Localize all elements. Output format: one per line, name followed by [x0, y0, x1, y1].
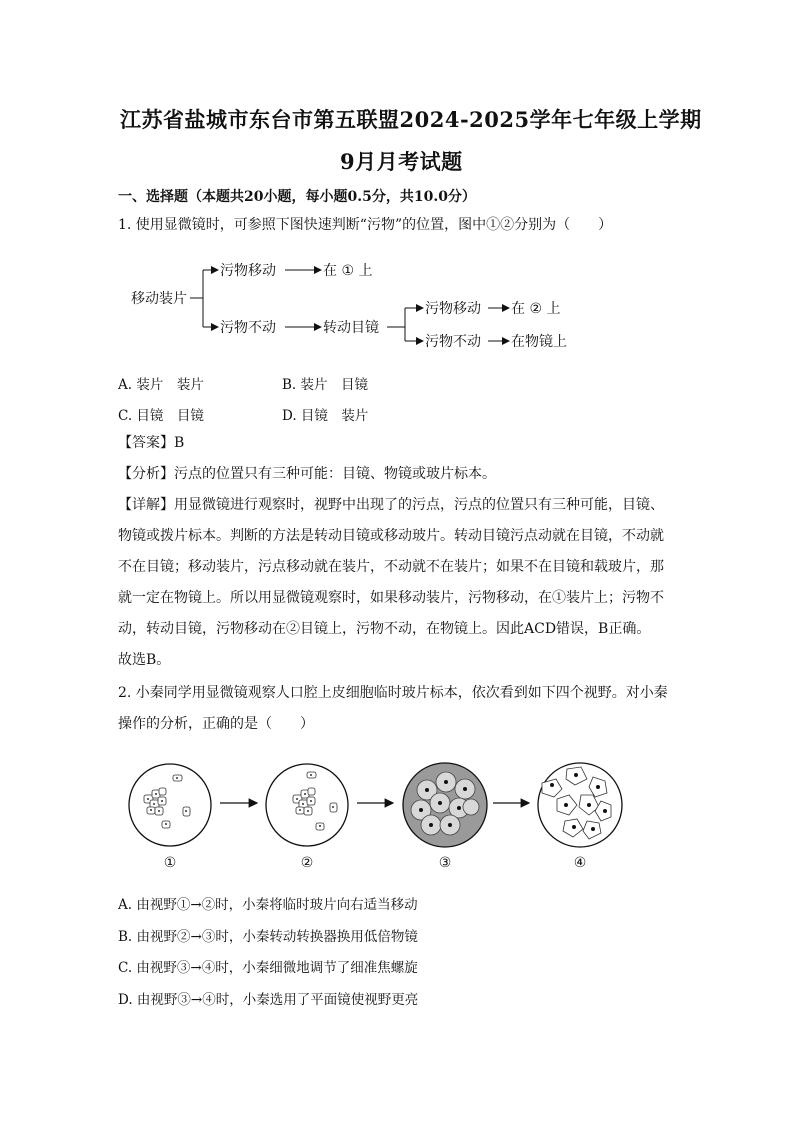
- flow-diagram: [125, 255, 585, 355]
- q1-detail-line-6: 故选B。: [118, 652, 171, 668]
- field-3: [403, 763, 487, 847]
- field-1: [129, 764, 211, 846]
- analysis-tag: 【分析】: [118, 466, 174, 482]
- field-2: [266, 764, 348, 846]
- q2-option-a: A. 由视野①→②时，小秦将临时玻片向右适当移动: [118, 897, 418, 913]
- node-dirt-moves: 污物移动: [220, 263, 276, 279]
- node-move-slide: 移动装片: [131, 291, 187, 307]
- page-title: 江苏省盐城市东台市第五联盟2024-2025学年七年级上学期: [120, 107, 702, 132]
- node-dirt-moves-2: 污物移动: [425, 301, 481, 317]
- q1-analysis: [118, 459, 678, 490]
- q1-option-c: C. 目镜 目镜: [118, 408, 204, 424]
- detail-text-1: 用显微镜进行观察时，视野中出现了的污点，污点的位置只有三种可能，目镜、: [174, 497, 664, 513]
- field-label-3: ③: [438, 855, 452, 871]
- page-title-line2: 9月月考试题: [340, 149, 463, 174]
- field-label-4: ④: [573, 855, 587, 871]
- node-result-3: 在物镜上: [511, 334, 567, 350]
- field-label-2: ②: [300, 855, 314, 871]
- node-turn-eyepiece: 转动目镜: [323, 320, 379, 336]
- q1-option-b: B. 装片 目镜: [282, 377, 369, 393]
- field-4: [538, 763, 622, 847]
- node-dirt-still-2: 污物不动: [425, 334, 481, 350]
- q2-option-b: B. 由视野②→③时，小秦转动转换器换用低倍物镜: [118, 929, 418, 945]
- q1-detail-line-1: [118, 490, 678, 521]
- field-label-1: ①: [163, 855, 177, 871]
- question-2-stem-2: 操作的分析，正确的是（ ）: [118, 716, 314, 732]
- q2-option-d: D. 由视野③→④时，小秦选用了平面镜使视野更亮: [118, 992, 419, 1008]
- q1-detail-line-4: 就一定在物镜上。所以用显微镜观察时，如果移动装片，污物移动，在①装片上；污物不: [118, 590, 664, 606]
- question-1-stem: 1. 使用显微镜时，可参照下图快速判断“污物”的位置，图中①②分别为（ ）: [118, 217, 613, 233]
- node-dirt-still: 污物不动: [220, 320, 276, 336]
- question-2-stem-1: 2. 小秦同学用显微镜观察人口腔上皮细胞临时玻片标本，依次看到如下四个视野。对小秦: [118, 685, 668, 701]
- q2-option-c: C. 由视野③→④时，小秦细微地调节了细准焦螺旋: [118, 960, 418, 976]
- q1-answer: 【答案】B: [118, 435, 185, 451]
- detail-tag: 【详解】: [118, 497, 174, 513]
- analysis-text: 污点的位置只有三种可能：目镜、物镜或玻片标本。: [174, 466, 496, 482]
- microscope-fields-figure: [125, 755, 625, 875]
- q1-detail-line-5: 动，转动目镜，污物移动在②目镜上，污物不动，在物镜上。因此ACD错误，B正确。: [118, 621, 651, 637]
- q1-detail-line-2: 物镜或拨片标本。判断的方法是转动目镜或移动玻片。转动目镜污点动就在目镜，不动就: [118, 528, 664, 544]
- node-result-2: 在 ② 上: [511, 301, 561, 317]
- q1-option-a: A. 装片 装片: [118, 377, 204, 393]
- node-result-1: 在 ① 上: [323, 263, 373, 279]
- q1-option-d: D. 目镜 装片: [282, 408, 369, 424]
- q1-detail-line-3: 不在目镜；移动装片，污点移动就在装片，不动就不在装片；如果不在目镜和载玻片，那: [118, 559, 664, 575]
- section-heading: 一、选择题（本题共20小题，每小题0.5分，共10.0分）: [118, 189, 476, 205]
